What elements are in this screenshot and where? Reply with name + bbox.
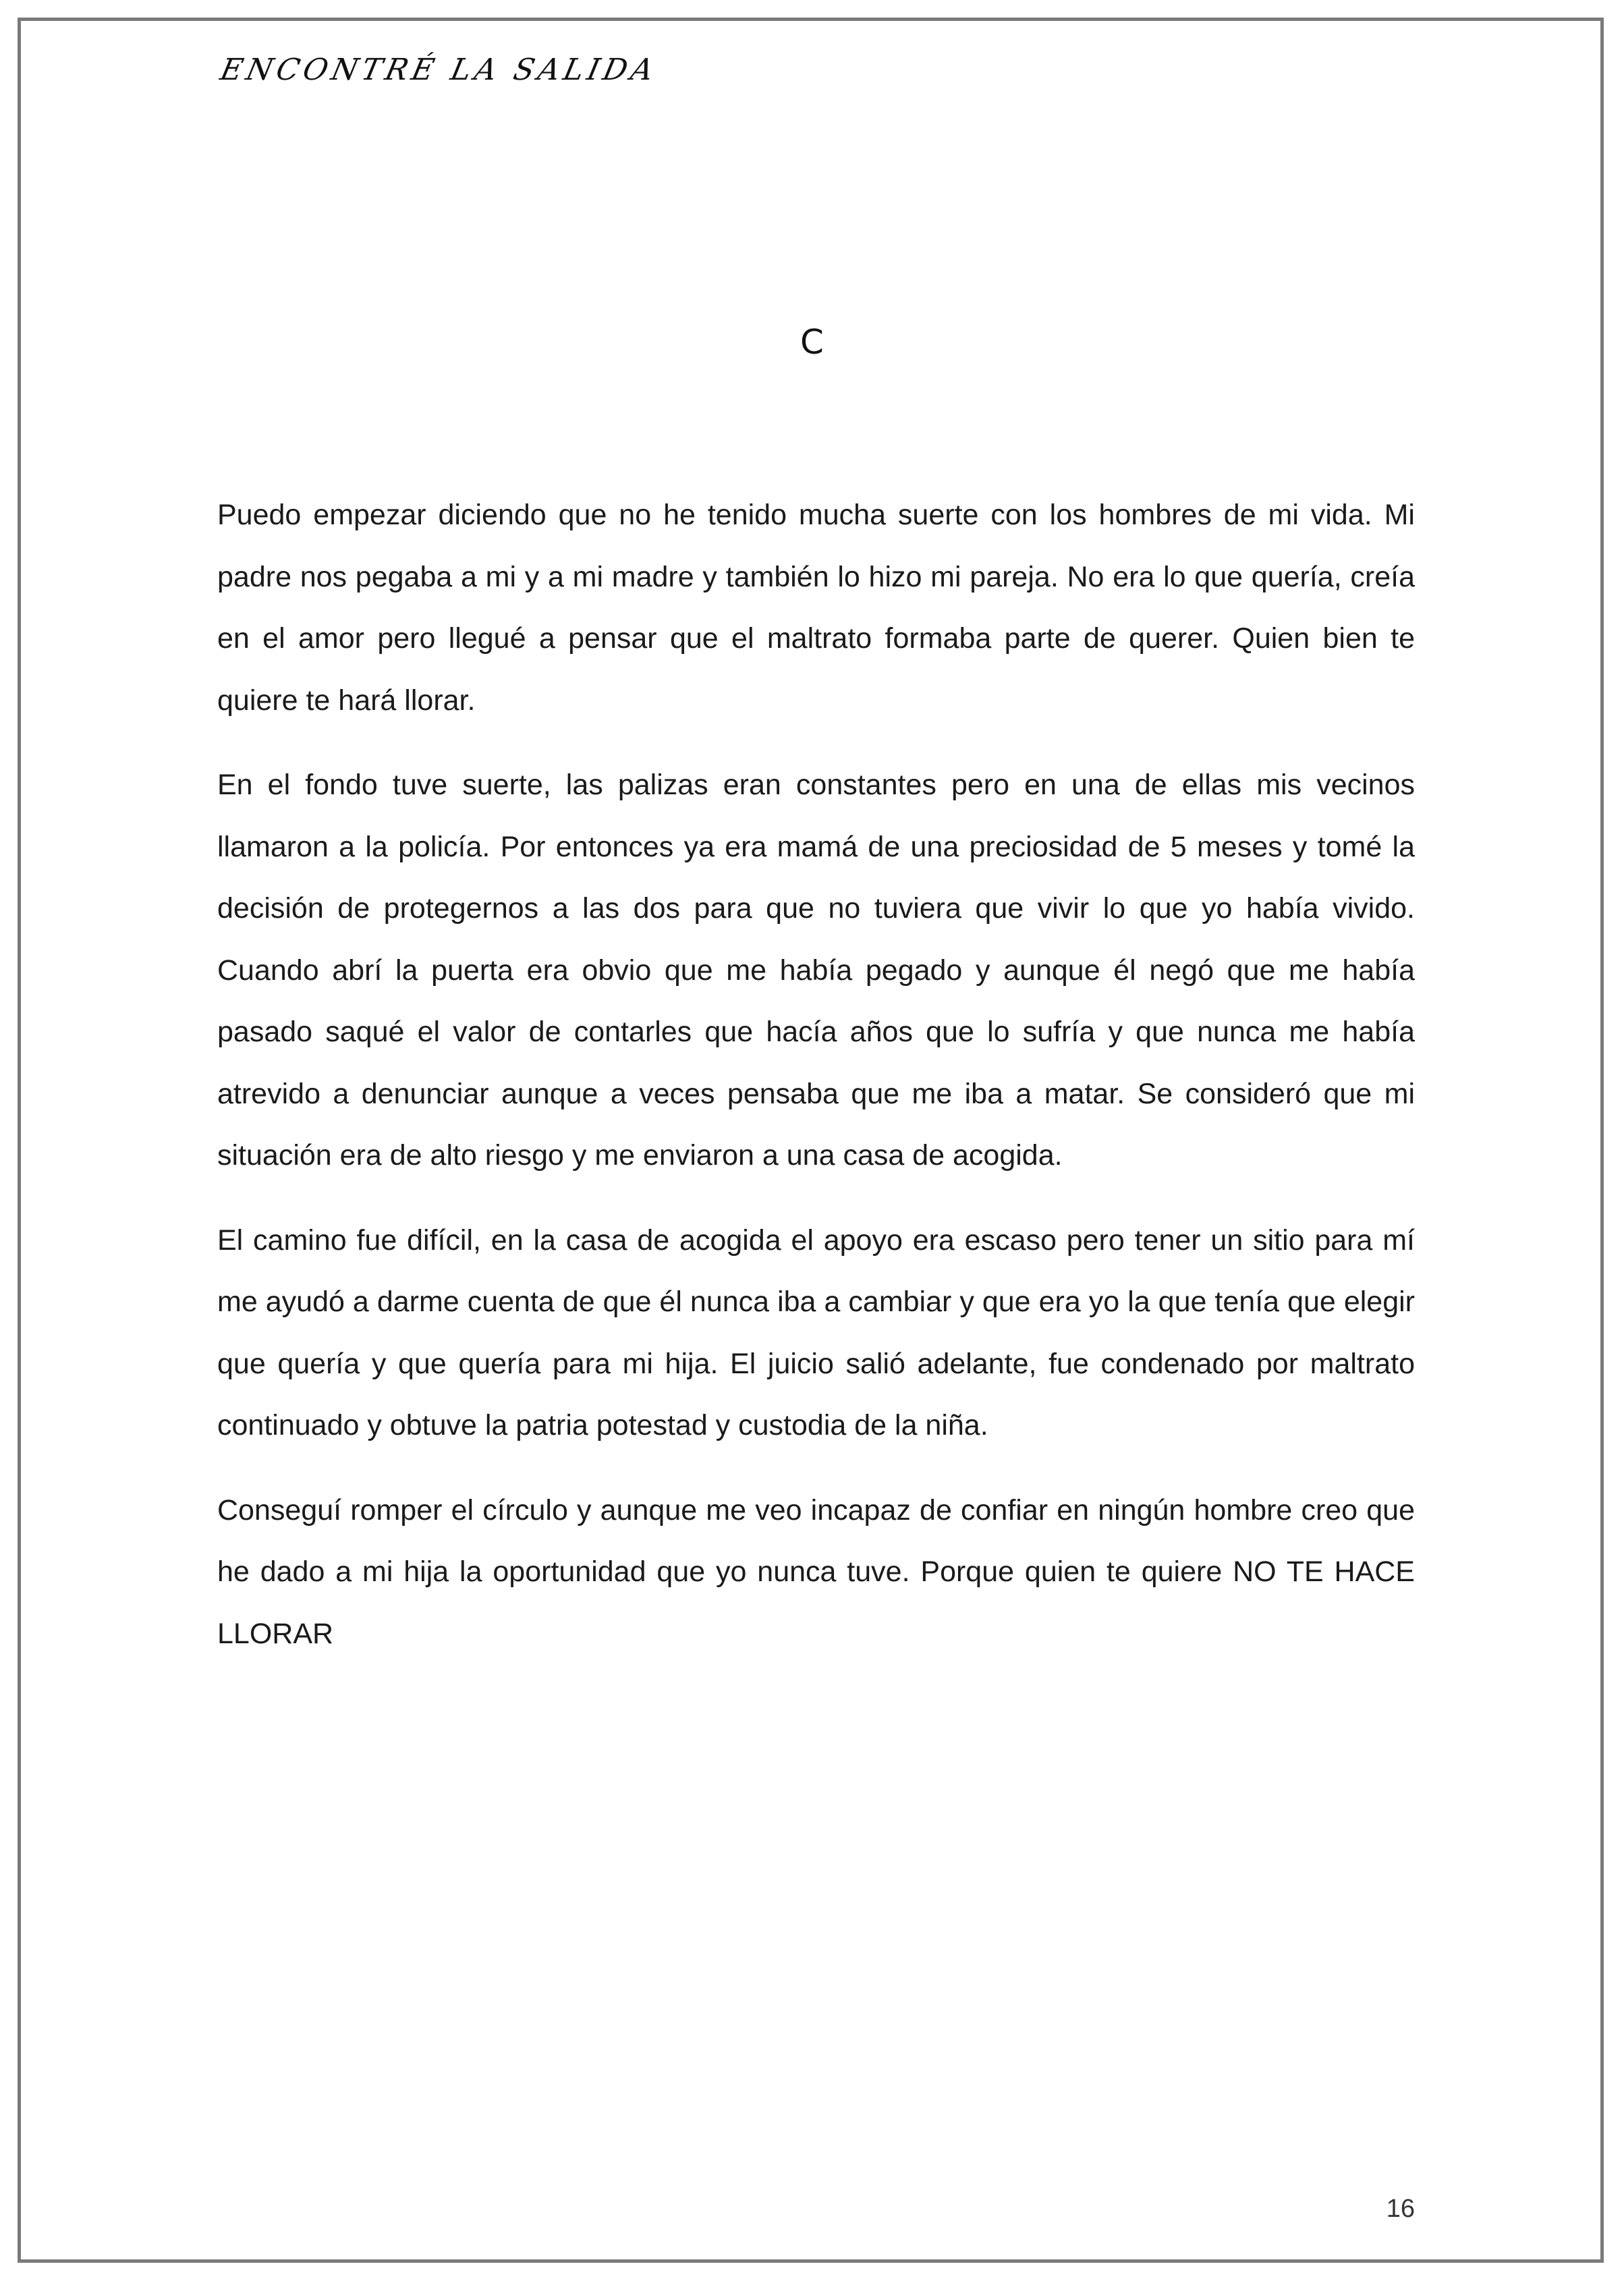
- page-number: 16: [1386, 2195, 1415, 2223]
- paragraph-4: Conseguí romper el círculo y aunque me veo incapaz de confiar en ningún hombre creo que he dado a mi hija la oportunidad que yo nunca tuve. Porque quien te quiere NO TE HACE LLORAR: [217, 1493, 1415, 1650]
- paragraph-2: En el fondo tuve suerte, las palizas eran constantes pero en una de ellas mis vecinos llamaron a la policía. Por entonces ya era mamá de una preciosidad de 5 meses y tomé la decisión de protegernos a las dos para que no tuviera que vivir lo que yo había vivido. Cuando abrí la puerta era obvio que me había pegado y aunque él negó que me había pasado saqué el valor de contarles que hacía años que lo sufría y que nunca me había atrevido a denunciar aunque a veces pensaba que me iba a matar. Se consideró que mi situación era de alto riesgo y me enviaron a una casa de acogida.: [217, 769, 1415, 1172]
- paragraph-1: Puedo empezar diciendo que no he tenido mucha suerte con los hombres de mi vida. Mi padre nos pegaba a mi y a mi madre y también lo hizo mi pareja. No era lo que quería, creía en el amor pero llegué a pensar que el maltrato formaba parte de querer. Quien bien te quiere te hará llorar.: [217, 499, 1415, 717]
- body-text: [217, 485, 1415, 1688]
- paragraph-3: El camino fue difícil, en la casa de acogida el apoyo era escaso pero tener un sitio para mí me ayudó a darme cuenta de que él nunca iba a cambiar y que era yo la que tenía que elegir que quería y que quería para mi hija. El juicio salió adelante, fue condenado por maltrato continuado y obtuve la patria potestad y custodia de la niña.: [217, 1223, 1415, 1441]
- running-header: ENCONTRÉ LA SALIDA: [217, 53, 661, 87]
- section-letter: C: [800, 323, 824, 362]
